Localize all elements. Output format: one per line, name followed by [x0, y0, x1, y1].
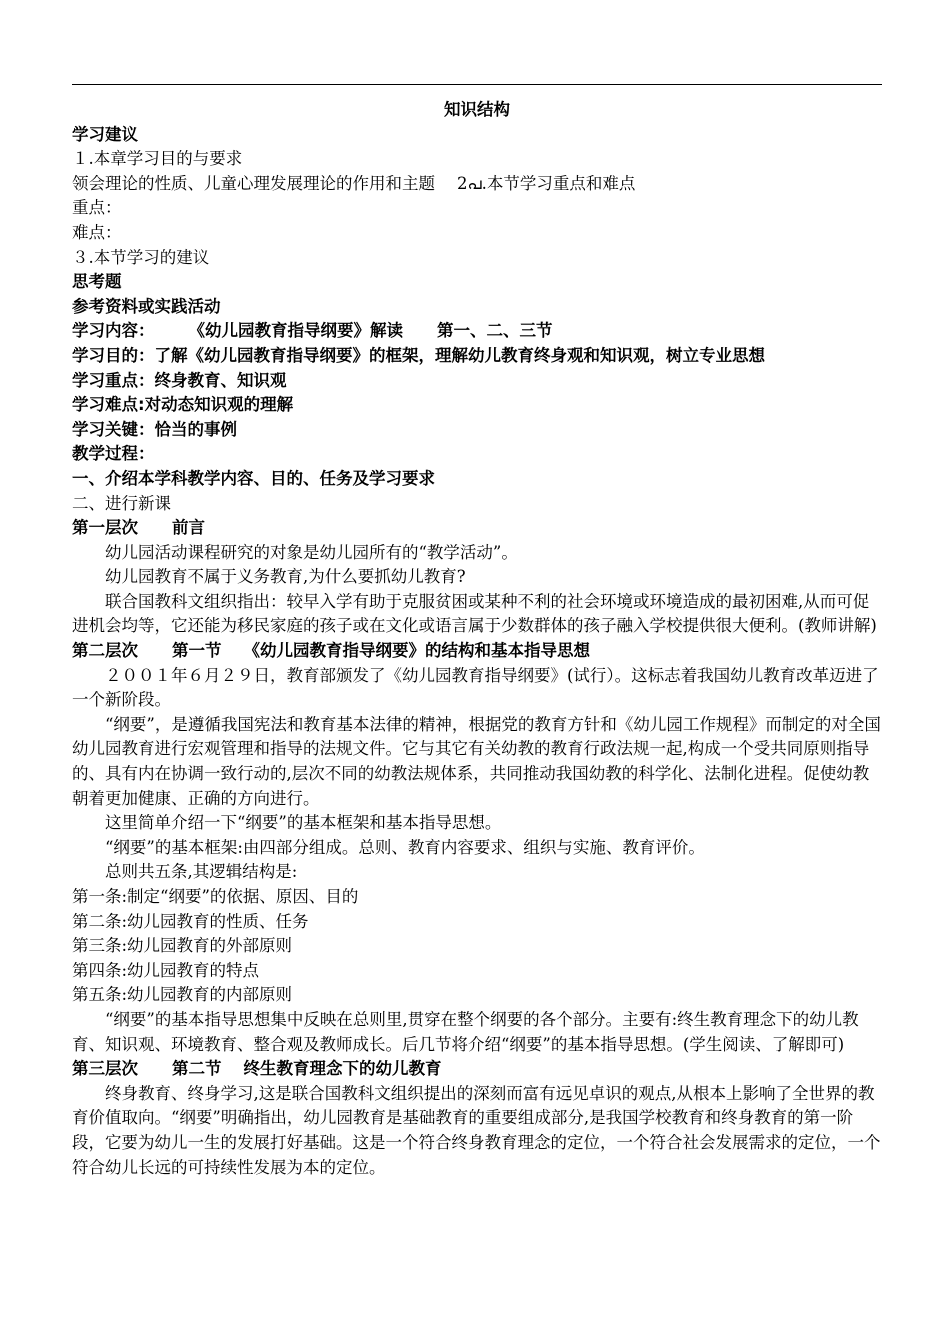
- level-3-section: 第二节: [172, 1059, 222, 1079]
- reference-heading: 参考资料或实践活动: [72, 296, 221, 316]
- paragraph-1: 幼儿园活动课程研究的对象是幼儿园所有的“教学活动”。: [105, 542, 518, 562]
- content-line: [72, 319, 882, 344]
- paragraph-9: “纲要”的基本指导思想集中反映在总则里,贯穿在整个纲要的各个部分。主要有:终生教育理念下的幼儿教育、知识观、环境教育、整合观及教师成长。后几节将介绍“纲要”的基本指导思想。(学生阅读、了解即可): [72, 1009, 859, 1054]
- process-line: 教学过程：: [72, 444, 155, 464]
- focus-line: 学习重点：终身教育、知识观: [72, 370, 287, 390]
- content-label: 学习内容：: [72, 321, 155, 341]
- level-1-heading: [72, 516, 882, 541]
- article-3: 第三条:幼儿园教育的外部原则: [72, 936, 293, 956]
- level-2-section: 第一节: [172, 641, 222, 661]
- paragraph-6: 这里简单介绍一下“纲要”的基本框架和基本指导思想。: [105, 813, 502, 833]
- level-3-title: 终生教育理念下的幼儿教育: [243, 1059, 442, 1079]
- theory-line: [72, 172, 882, 197]
- difficult-label: 难点：: [72, 222, 122, 242]
- level-1-title: 前言: [172, 518, 205, 538]
- level-3-heading: [72, 1057, 882, 1082]
- level-1-label: 第一层次: [72, 518, 138, 538]
- paragraph-2: 幼儿园教育不属于义务教育,为什么要抓幼儿教育?: [105, 567, 466, 587]
- level-2-title: 《幼儿园教育指导纲要》的结构和基本指导思想: [243, 641, 590, 661]
- paragraph-8: 总则共五条,其逻辑结构是:: [105, 862, 298, 882]
- header-rule: [72, 84, 882, 85]
- theory-text: 领会理论的性质、儿童心理发展理论的作用和主题: [72, 173, 435, 193]
- difficulty-line: 学习难点:对动态知识观的理解: [72, 395, 294, 415]
- step-2: 二、进行新课: [72, 493, 171, 513]
- step-1: 一、介绍本学科教学内容、目的、任务及学习要求: [72, 468, 435, 488]
- study-advice-heading: 学习建议: [72, 124, 138, 144]
- document-body: [72, 98, 882, 1180]
- paragraph-3: 联合国教科文组织指出：较早入学有助于克服贫困或某种不利的社会环境或环境造成的最初困难,从而可促进机会均等，它还能为移民家庭的孩子或在文化或语言属于少数群体的孩子融入学校提供很大便利。(教师讲解): [72, 591, 877, 636]
- goal-value: 了解《幼儿园教育指导纲要》的框架，理解幼儿教育终身观和知识观，树立专业思想: [154, 345, 765, 365]
- paragraph-5: “纲要”，是遵循我国宪法和教育基本法律的精神，根据党的教育方针和《幼儿园工作规程》而制定的对全国幼儿园教育进行宏观管理和指导的法规文件。它与其它有关幼教的教育行政法规一起,构成一个受共同原则指导的、具有内在协调一致行动的,层次不同的幼教法规体系，共同推动我国幼教的科学化、法制化进程。促使幼教朝着更加健康、正确的方向进行。: [72, 714, 881, 808]
- article-2: 第二条:幼儿园教育的性质、任务: [72, 911, 309, 931]
- item-3: ３.本节学习的建议: [72, 247, 210, 267]
- article-5: 第五条:幼儿园教育的内部原则: [72, 985, 293, 1005]
- paragraph-10: 终身教育、终身学习,这是联合国教科文组织提出的深刻而富有远见卓识的观点,从根本上影响了全世界的教育价值取向。“纲要”明确指出，幼儿园教育是基础教育的重要组成部分,是我国学校教育和终身教育的第一阶段，它要为幼儿一生的发展打好基础。这是一个符合终身教育理念的定位，一个符合社会发展需求的定位，一个符合幼儿长远的可持续性发展为本的定位。: [72, 1083, 881, 1177]
- level-3-label: 第三层次: [72, 1059, 138, 1079]
- paragraph-7: “纲要”的基本框架:由四部分组成。总则、教育内容要求、组织与实施、教育评价。: [105, 837, 705, 857]
- goal-line: [72, 344, 882, 369]
- doc-title: 知识结构: [444, 100, 510, 119]
- item-1: １.本章学习目的与要求: [72, 149, 243, 169]
- paragraph-4: ２００１年６月２９日，教育部颁发了《幼儿园教育指导纲要》(试行）。这标志着我国幼儿教育改革迈进了一个新阶段。: [72, 665, 879, 710]
- questions-heading: 思考题: [72, 272, 122, 292]
- level-2-heading: [72, 639, 882, 664]
- article-4: 第四条:幼儿园教育的特点: [72, 960, 260, 980]
- key-line: 学习关键：恰当的事例: [72, 419, 237, 439]
- content-sections: 第一、二、三节: [437, 321, 553, 341]
- content-value: 《幼儿园教育指导纲要》解读: [188, 321, 403, 341]
- item-2: 2പ.本节学习重点和难点: [457, 173, 636, 193]
- level-2-label: 第二层次: [72, 641, 138, 661]
- article-1: 第一条:制定“纲要”的依据、原因、目的: [72, 887, 359, 906]
- goal-label: 学习目的：: [72, 345, 155, 365]
- key-label: 重点：: [72, 198, 122, 218]
